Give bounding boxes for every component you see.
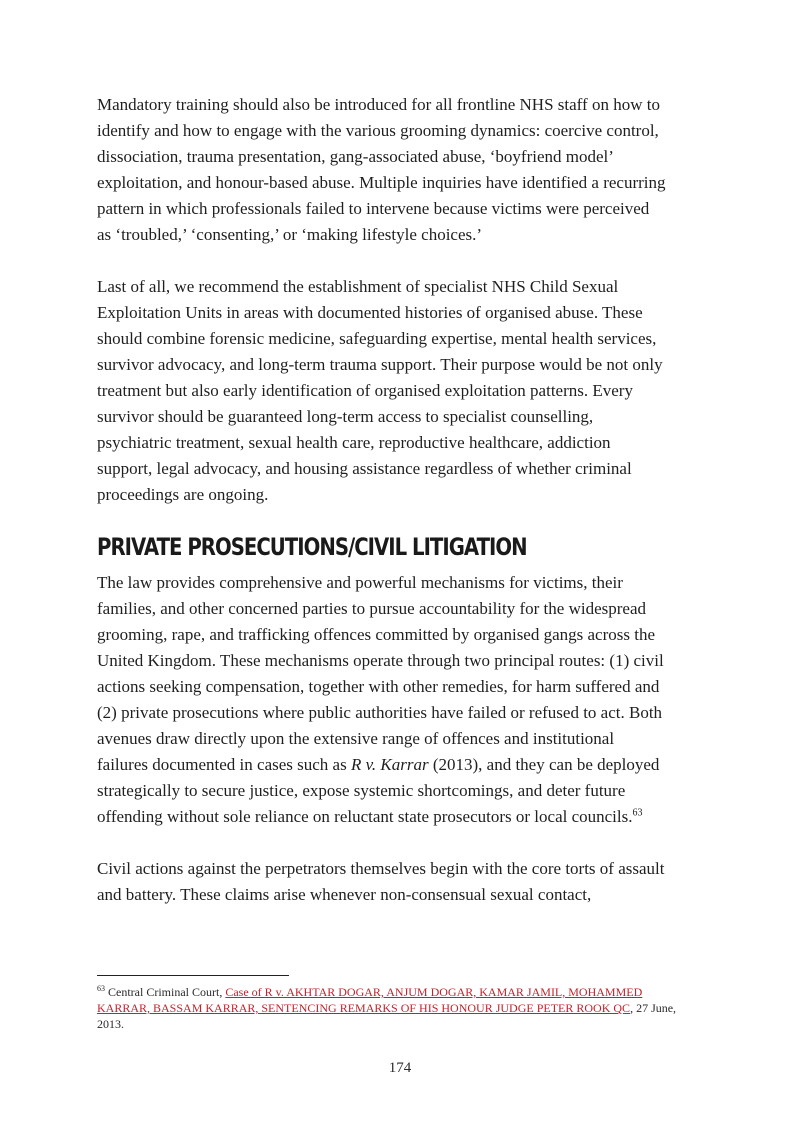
footnote-link[interactable]: Case of R v. AKHTAR DOGAR, ANJUM DOGAR, KAMAR JAMIL, MOHAMMED KARRAR, BASSAM KARRAR, SENTENCING REMARKS OF HIS HONOUR JUDGE PETER ROOK QC (97, 985, 643, 1015)
footnote-divider (97, 975, 289, 976)
footnote-prefix: Central Criminal Court, (108, 985, 226, 999)
paragraph-law-text-2: (2013), and they can be deployed strategically to secure justice, expose systemic shortcomings, and deter future offending without sole reliance on reluctant state prosecutors or local councils. (97, 755, 660, 826)
footnote-suffix: , 27 June, 2013. (97, 1001, 677, 1031)
paragraph-law-mechanisms (97, 570, 667, 830)
section-heading: PRIVATE PROSECUTIONS/CIVIL LITIGATION (97, 533, 527, 561)
paragraph-law-text-1: The law provides comprehensive and powerful mechanisms for victims, their families, and other concerned parties to pursue accountability for the widespread grooming, rape, and trafficking offences committed by organised gangs across the United Kingdom. These mechanisms operate through two principal routes: (1) civil actions seeking compensation, together with other remedies, for harm suffered and (2) private prosecutions where public authorities have failed or refused to act. Both avenues draw directly upon the extensive range of offences and institutional failures documented in cases such as (97, 573, 664, 774)
paragraph-nhs-units: Last of all, we recommend the establishment of specialist NHS Child Sexual Exploitation Units in areas with documented histories of organised abuse. These should combine forensic medicine, safeguarding expertise, mental health services, survivor advocacy, and long-term trauma support. Their purpose would be not only treatment but also early identification of organised exploitation patterns. Every survivor should be guaranteed long-term access to specialist counselling, psychiatric treatment, sexual health care, reproductive healthcare, addiction support, legal advocacy, and housing assistance regardless of whether criminal proceedings are ongoing. (97, 277, 663, 504)
footnote (97, 984, 677, 1032)
footnote-number: 63 (97, 984, 105, 993)
paragraph-nhs-training: Mandatory training should also be introduced for all frontline NHS staff on how to identify and how to engage with the various grooming dynamics: coercive control, dissociation, trauma presentation, gang-associated abuse, ‘boyfriend model’ exploitation, and honour-based abuse. Multiple inquiries have identified a recurring pattern in which professionals failed to intervene because victims were perceived as ‘troubled,’ ‘consenting,’ or ‘making lifestyle choices.’ (97, 95, 666, 244)
footnote-reference[interactable]: 63 (632, 807, 643, 819)
case-citation: R v. Karrar (350, 755, 429, 774)
page-number: 174 (388, 1060, 412, 1076)
page-body (97, 92, 667, 908)
paragraph-civil-actions: Civil actions against the perpetrators themselves begin with the core torts of assault and battery. These claims arise whenever non-consensual sexual contact, (97, 859, 665, 904)
